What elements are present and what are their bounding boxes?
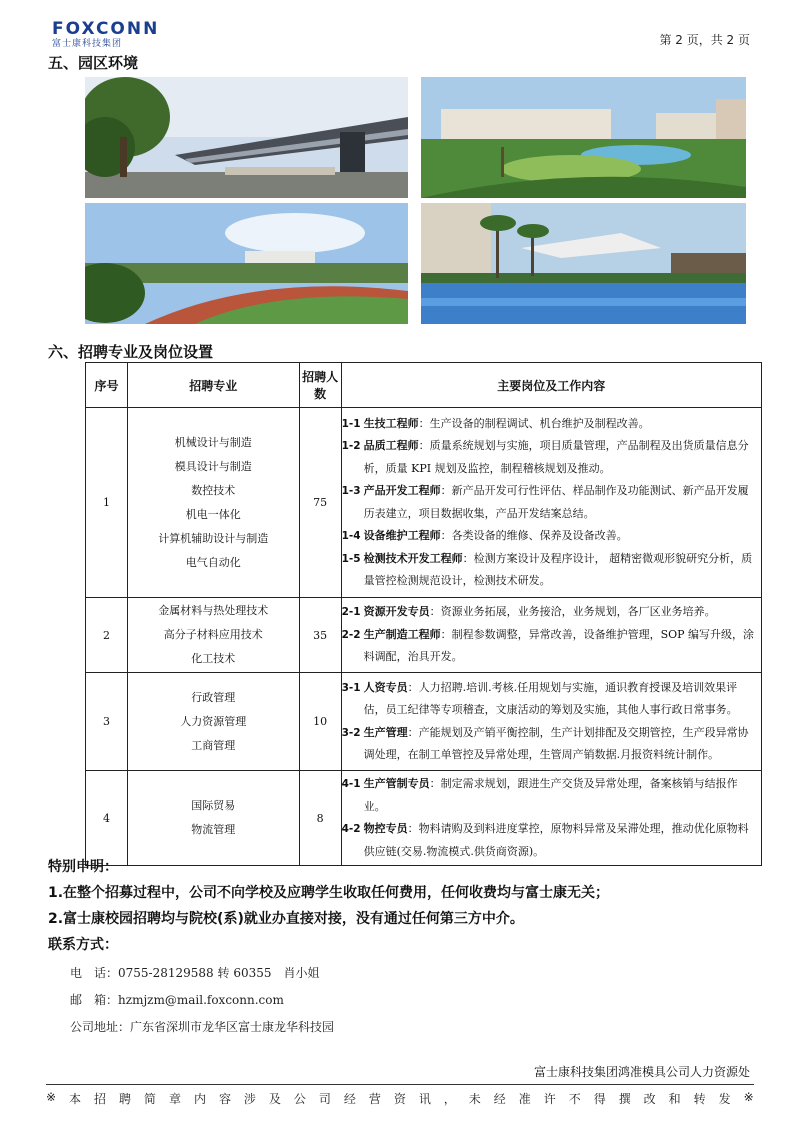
disclaimer-char: 资 — [393, 1092, 406, 1106]
disclaimer-char: 涉 — [243, 1092, 256, 1106]
major-item: 模具设计与制造 — [174, 459, 252, 473]
logo-wordmark: FOXCONN — [52, 19, 160, 39]
duty-item — [342, 818, 757, 863]
major-item: 化工技术 — [191, 652, 236, 665]
duty-item — [342, 480, 757, 525]
table-row — [86, 771, 762, 866]
table-row — [86, 598, 762, 673]
duty-list — [341, 771, 761, 866]
disclaimer-char: 营 — [368, 1092, 381, 1106]
disclaimer-char: ， — [443, 1092, 456, 1106]
disclaimer-char: 不 — [568, 1092, 581, 1106]
notice-title: 特别申明： — [48, 859, 118, 875]
duty-desc: ：各类设备的维修、保养及设备改善。 — [440, 529, 628, 542]
major-list — [127, 598, 299, 673]
row-number: 1 — [86, 408, 128, 598]
address-label: 公司地址： — [70, 1020, 131, 1034]
duty-code: 4-2 — [341, 823, 361, 835]
duty-desc: ：资源业务拓展，业务接洽，业务规划，各厂区业务培养。 — [429, 605, 716, 619]
company-logo — [52, 20, 159, 50]
major-item: 行政管理 — [191, 690, 236, 704]
headcount: 75 — [299, 408, 341, 598]
disclaimer-char: 本 — [69, 1092, 82, 1106]
duty-list — [341, 598, 761, 673]
section-title-campus: 五、园区环境 — [48, 54, 139, 72]
disclaimer-char: 容 — [218, 1092, 231, 1106]
footer-disclaimer — [46, 1090, 754, 1107]
disclaimer-char: 司 — [318, 1092, 331, 1106]
major-item: 高分子材料应用技术 — [163, 628, 263, 641]
headcount: 35 — [299, 598, 341, 673]
duty-title: 物控专员 — [363, 822, 408, 835]
table-row — [86, 673, 762, 771]
duty-title: 生产制造工程师 — [363, 627, 441, 641]
duty-code: 1-3 — [341, 485, 361, 497]
disclaimer-char: 许 — [543, 1092, 556, 1106]
notice-line-1: 1.在整个招募过程中，公司不向学校及应聘学生收取任何费用，任何收费均与富士康无关； — [48, 885, 610, 901]
disclaimer-char: 改 — [643, 1092, 656, 1106]
disclaimer-char: 公 — [293, 1092, 306, 1106]
duty-title: 产品开发工程师 — [363, 484, 441, 497]
address-value: 广东省深圳市龙华区富士康龙华科技园 — [130, 1020, 335, 1034]
duty-desc: ：人力招聘.培训.考核.任用规划与实施，通识教育授课及培训效果评估，员工纪律等专项稽查，文康活动的筹划及实施，其他人事行政日常事务。 — [363, 680, 738, 716]
headcount: 10 — [299, 673, 341, 771]
disclaimer-char: 招 — [94, 1092, 107, 1106]
duty-title: 设备维护工程师 — [363, 529, 441, 542]
major-item: 电气自动化 — [185, 555, 241, 569]
major-list — [127, 408, 299, 598]
disclaimer-char: 准 — [518, 1092, 531, 1106]
major-item: 机械设计与制造 — [174, 435, 252, 449]
duty-item — [342, 722, 757, 767]
duty-code: 3-2 — [341, 726, 361, 739]
duty-desc: ：制定需求规划，跟进生产交货及异常处理，备案核销与结报作业。 — [363, 777, 738, 813]
duty-code: 2-1 — [341, 606, 361, 619]
duty-item — [342, 413, 757, 436]
major-item: 机电一体化 — [185, 507, 241, 521]
headcount: 8 — [299, 771, 341, 866]
duty-code: 4-1 — [341, 778, 361, 790]
campus-photo-gate — [85, 77, 408, 198]
duty-code: 1-4 — [341, 530, 361, 542]
disclaimer-char: 经 — [343, 1092, 356, 1106]
phone-label: 电 话： — [70, 966, 119, 980]
duty-desc: ：检测方案设计及程序设计， 超精密微观形貌研究分析，质量管控检测规范设计，检测技术研发。 — [363, 551, 753, 587]
section-title-recruitment: 六、招聘专业及岗位设置 — [48, 343, 214, 361]
disclaimer-char: ※ — [46, 1090, 57, 1104]
email-value[interactable]: hzmjzm@mail.foxconn.com — [118, 993, 284, 1007]
disclaimer-char: 简 — [143, 1092, 156, 1106]
campus-photo-garden — [421, 77, 746, 198]
footer-department: 富士康科技集团鸿准模具公司人力资源处 — [533, 1065, 750, 1079]
major-item: 人力资源管理 — [180, 714, 247, 728]
table-row — [86, 408, 762, 598]
duty-list — [341, 673, 761, 771]
page-indicator: 第 2 页，共 2 页 — [659, 33, 750, 47]
disclaimer-char: 及 — [268, 1092, 281, 1106]
header-count: 招聘人数 — [299, 363, 341, 408]
contact-address — [70, 1018, 334, 1035]
recruitment-table — [85, 362, 762, 866]
contact-title: 联系方式： — [48, 937, 118, 953]
disclaimer-char: 发 — [718, 1092, 731, 1106]
major-item: 数控技术 — [191, 483, 236, 497]
duty-desc: ：质量系统规划与实施，项目质量管理，产品制程及出货质量信息分析，质量 KPI 规划及监控，制程稽核规划及推动。 — [363, 439, 749, 475]
disclaimer-char: 和 — [668, 1092, 681, 1106]
contact-email — [70, 991, 284, 1008]
footer-divider — [46, 1084, 754, 1085]
major-item: 国际贸易 — [191, 799, 236, 812]
duty-title: 生产管理 — [363, 725, 408, 739]
disclaimer-char: 讯 — [418, 1092, 431, 1106]
major-item: 计算机辅助设计与制造 — [158, 531, 269, 545]
disclaimer-char: 经 — [493, 1092, 506, 1106]
disclaimer-char: 内 — [193, 1092, 206, 1106]
disclaimer-char: 撰 — [618, 1092, 631, 1106]
duty-item — [342, 525, 757, 548]
disclaimer-char: ※ — [743, 1090, 754, 1104]
campus-photo-stadium — [85, 203, 408, 324]
duty-code: 1-2 — [341, 440, 361, 452]
duty-title: 资源开发专员 — [363, 605, 430, 619]
major-list — [127, 673, 299, 771]
duty-item — [342, 624, 757, 669]
campus-photo-pool — [421, 203, 746, 324]
duty-code: 1-1 — [341, 417, 361, 430]
duty-desc: ：制程参数调整，异常改善，设备维护管理，SOP 编写升级，涂料调配，治具开发。 — [363, 627, 755, 664]
duty-item — [342, 601, 757, 624]
contact-phone — [70, 964, 320, 981]
duty-desc: ：新产品开发可行性评估、样品制作及功能测试、新产品开发履历表建立，项目数据收集，产品开发结案总结。 — [363, 484, 749, 520]
row-number: 2 — [86, 598, 128, 673]
duty-desc: ：物料请购及到料进度掌控，原物料异常及呆滞处理，推动优化原物料供应链(交易.物流模式.供货商资源)。 — [363, 822, 749, 858]
duty-code: 2-2 — [341, 628, 361, 641]
table-header-row — [86, 363, 762, 408]
major-list — [127, 771, 299, 866]
duty-title: 生产管制专员 — [363, 777, 430, 790]
duty-title: 生技工程师 — [363, 416, 419, 430]
row-number: 3 — [86, 673, 128, 771]
header-duties: 主要岗位及工作内容 — [341, 363, 761, 408]
disclaimer-char: 转 — [693, 1092, 706, 1106]
duty-title: 品质工程师 — [363, 439, 419, 452]
header-major: 招聘专业 — [127, 363, 299, 408]
phone-value: 0755-28129588 转 60355 肖小姐 — [118, 966, 320, 980]
duty-item — [342, 435, 757, 480]
row-number: 4 — [86, 771, 128, 866]
duty-title: 人资专员 — [363, 680, 408, 694]
disclaimer-char: 章 — [168, 1092, 181, 1106]
disclaimer-char: 得 — [593, 1092, 606, 1106]
major-item: 金属材料与热处理技术 — [158, 604, 269, 617]
duty-item — [342, 773, 757, 818]
duty-code: 3-1 — [341, 681, 361, 694]
duty-list — [341, 408, 761, 598]
duty-title: 检测技术开发工程师 — [363, 551, 463, 565]
duty-item — [342, 677, 757, 722]
disclaimer-char: 聘 — [119, 1092, 132, 1106]
notice-line-2: 2.富士康校园招聘均与院校(系)就业办直接对接，没有通过任何第三方中介。 — [48, 911, 524, 927]
duty-desc: ：生产设备的制程调试、机台维护及制程改善。 — [418, 416, 650, 430]
logo-subtitle: 富士康科技集团 — [52, 39, 123, 49]
duty-item — [342, 548, 757, 593]
disclaimer-char: 未 — [468, 1092, 481, 1106]
header-no: 序号 — [86, 363, 128, 408]
email-label: 邮 箱： — [70, 993, 119, 1007]
major-item: 物流管理 — [191, 823, 236, 836]
duty-code: 1-5 — [341, 552, 361, 565]
major-item: 工商管理 — [191, 738, 236, 752]
duty-desc: ：产能规划及产销平衡控制，生产计划排配及交期管控，生产段异常协调处理，在制工单管控及异常处理，生管周产销数据.月报资料统计制作。 — [363, 725, 749, 761]
